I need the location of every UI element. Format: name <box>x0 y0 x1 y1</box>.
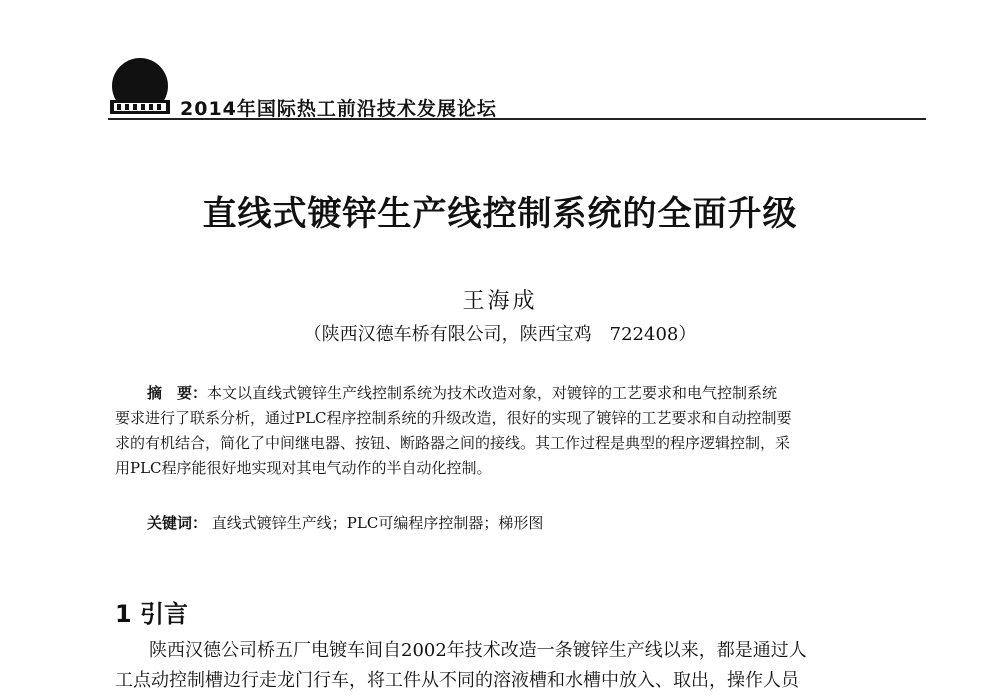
forum-logo-icon <box>108 56 172 120</box>
author-name: 王海成 <box>462 289 538 314</box>
body-line: 工点动控制槽边行走龙门行车，将工件从不同的溶液槽和水槽中放入、取出，操作人员 <box>115 670 799 691</box>
abstract-label: 摘 要： <box>147 384 208 402</box>
page-header <box>0 0 1000 130</box>
keywords-label: 关键词： <box>147 514 208 532</box>
abstract-line: 用PLC程序能很好地实现对其电气动作的半自动化控制。 <box>115 459 492 477</box>
body-line: 陕西汉德公司桥五厂电镀车间自2002年技术改造一条镀锌生产线以来，都是通过人 <box>149 640 807 661</box>
section-body <box>115 636 915 696</box>
paper-title: 直线式镀锌生产线控制系统的全面升级 <box>202 194 798 234</box>
author-affiliation: （陕西汉德车桥有限公司，陕西宝鸡 722408） <box>303 324 697 345</box>
abstract-line: 要求进行了联系分析，通过PLC程序控制系统的升级改造，很好的实现了镀锌的工艺要求和自动控制要 <box>115 409 792 427</box>
abstract <box>115 381 905 481</box>
abstract-line <box>115 381 905 406</box>
abstract-line: 求的有机结合，简化了中间继电器、按钮、断路器之间的接线。其工作过程是典型的程序逻辑控制，采 <box>115 434 791 452</box>
header-divider <box>108 118 926 120</box>
keywords-text: 直线式镀锌生产线；PLC可编程序控制器；梯形图 <box>211 514 544 532</box>
section-heading: 1 引言 <box>115 600 189 628</box>
keywords <box>147 511 907 535</box>
abstract-text: 本文以直线式镀锌生产线控制系统为技术改造对象，对镀锌的工艺要求和电气控制系统 <box>207 384 778 402</box>
forum-title: 2014年国际热工前沿技术发展论坛 <box>180 98 497 120</box>
